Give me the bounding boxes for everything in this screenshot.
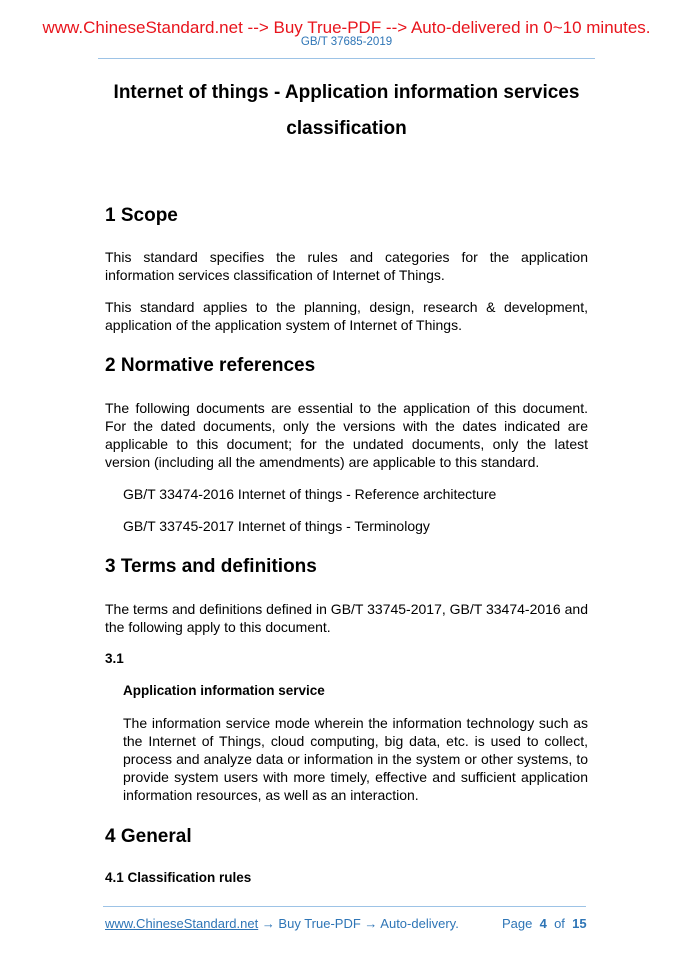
reference-item: GB/T 33474-2016 Internet of things - Reference architecture [123,486,497,502]
footer-text: → Buy True-PDF → Auto-delivery. [258,916,459,931]
document-number: GB/T 37685-2019 [300,36,393,48]
promo-banner: www.ChineseStandard.net --> Buy True-PDF --> Auto-delivered in 0~10 minutes. [42,18,651,37]
paragraph: The following documents are essential to the application of this document. For the dated documents, only the versions with the dates indicated are applicable to this document; for the undated documents, only the latest version (including all the amendments) are applicable to this standard. [105,400,588,470]
term-name: Application information service [123,683,325,698]
document-title-line2: classification [286,118,407,139]
document-title-line1: Internet of things - Application information services [113,82,580,103]
section-heading-terms: 3 Terms and definitions [105,556,317,577]
page-label: Page [502,916,533,931]
subsection-heading: 4.1 Classification rules [105,870,252,885]
footer-promo [105,916,459,932]
term-definition: The information service mode wherein the information technology such as the Internet of Things, cloud computing, big data, etc. is used to collect, process and analyze data or information in the system or other systems, to provide system users with more timely, effective and sufficient application information resources, as well as an interaction. [123,715,588,803]
footer-divider [103,906,586,907]
of-label: of [554,916,565,931]
page-indicator [502,916,587,932]
paragraph: This standard specifies the rules and categories for the application information services classification of Internet of Things. [105,249,588,283]
footer-link[interactable]: www.ChineseStandard.net [105,916,259,931]
header-divider [98,58,595,59]
section-heading-scope: 1 Scope [105,205,178,226]
paragraph: The terms and definitions defined in GB/T 33745-2017, GB/T 33474-2016 and the following apply to this document. [105,601,588,635]
clause-number: 3.1 [105,651,124,666]
reference-item: GB/T 33745-2017 Internet of things - Terminology [123,518,430,534]
section-heading-general: 4 General [105,826,192,847]
paragraph: This standard applies to the planning, design, research & development, application of the application system of Internet of Things. [105,299,588,333]
total-pages: 15 [572,916,587,931]
section-heading-normative-references: 2 Normative references [105,355,316,376]
page-number: 4 [539,916,547,931]
